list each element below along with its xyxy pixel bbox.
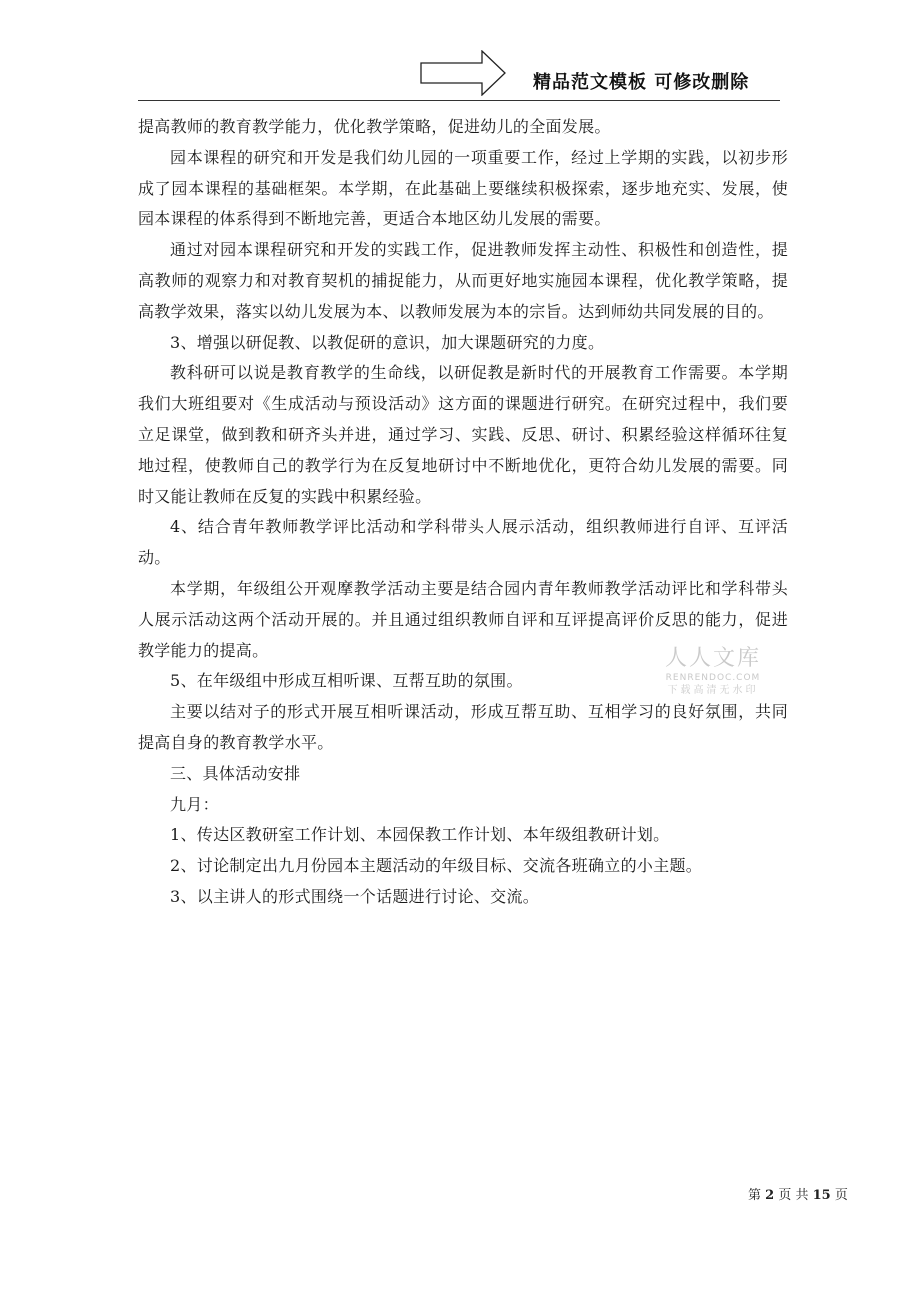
month-heading: 九月： <box>170 794 219 814</box>
section-heading: 4、结合青年教师教学评比活动和学科带头人展示活动，组织教师进行自评、互评活动。 <box>138 517 788 568</box>
current-page-number: 2 <box>765 1188 775 1203</box>
document-body <box>138 112 788 913</box>
watermark-subtitle: 下载高清无水印 <box>667 685 759 696</box>
footer-prefix: 第 <box>748 1188 762 1203</box>
section-heading: 5、在年级组中形成互相听课、互帮互助的氛围。 <box>170 671 523 691</box>
section-heading: 3、增强以研促教、以教促研的意识，加大课题研究的力度。 <box>170 332 605 352</box>
footer-middle: 页 共 <box>778 1188 809 1203</box>
footer-suffix: 页 <box>834 1188 848 1203</box>
list-item: 2、讨论制定出九月份园本主题活动的年级目标、交流各班确立的小主题。 <box>170 856 703 876</box>
paragraph: 本学期，年级组公开观摩教学活动主要是结合园内青年教师教学活动评比和学科带头人展示活动这两个活动开展的。并且通过组织教师自评和互评提高评价反思的能力，促进教学能力的提高。 <box>138 578 788 660</box>
watermark-logo-text: 人人文库 <box>664 646 761 671</box>
section-heading: 三、具体活动安排 <box>170 763 301 783</box>
paragraph: 主要以结对子的形式开展互相听课活动，形成互帮互助、互相学习的良好氛围，共同提高自身的教育教学水平。 <box>138 702 788 752</box>
header-divider <box>138 100 780 101</box>
paragraph: 园本课程的研究和开发是我们幼儿园的一项重要工作，经过上学期的实践，以初步形成了园本课程的基础框架。本学期，在此基础上要继续积极探索，逐步地充实、发展，使园本课程的体系得到不断地完善，更适合本地区幼儿发展的需要。 <box>138 147 788 229</box>
paragraph: 教科研可以说是教育教学的生命线，以研促教是新时代的开展教育工作需要。本学期我们大班组要对《生成活动与预设活动》这方面的课题进行研究。在研究过程中，我们要立足课堂，做到教和研齐头并进，通过学习、实践、反思、研讨、积累经验这样循环往复地过程，使教师自己的教学行为在反复地研讨中不断地优化，更符合幼儿发展的需要。同时又能让教师在反复的实践中积累经验。 <box>138 363 788 506</box>
total-page-number: 15 <box>812 1188 831 1203</box>
page-footer <box>748 1184 848 1203</box>
paragraph: 提高教师的教育教学能力，优化教学策略，促进幼儿的全面发展。 <box>138 117 611 136</box>
paragraph: 通过对园本课程研究和开发的实践工作，促进教师发挥主动性、积极性和创造性，提高教师的观察力和对教育契机的捕捉能力，从而更好地实施园本课程，优化教学策略，提高教学效果，落实以幼儿发展为本、以教师发展为本的宗旨。达到师幼共同发展的目的。 <box>138 240 788 321</box>
header-title: 精品范文模板 可修改删除 <box>533 72 750 93</box>
right-arrow-outline-icon <box>420 50 506 96</box>
list-item: 1、传达区教研室工作计划、本园保教工作计划、本年级组教研计划。 <box>170 825 670 845</box>
watermark-domain: RENRENDOC.COM <box>665 673 761 683</box>
list-item: 3、以主讲人的形式围绕一个话题进行讨论、交流。 <box>170 886 540 906</box>
watermark <box>648 646 778 698</box>
